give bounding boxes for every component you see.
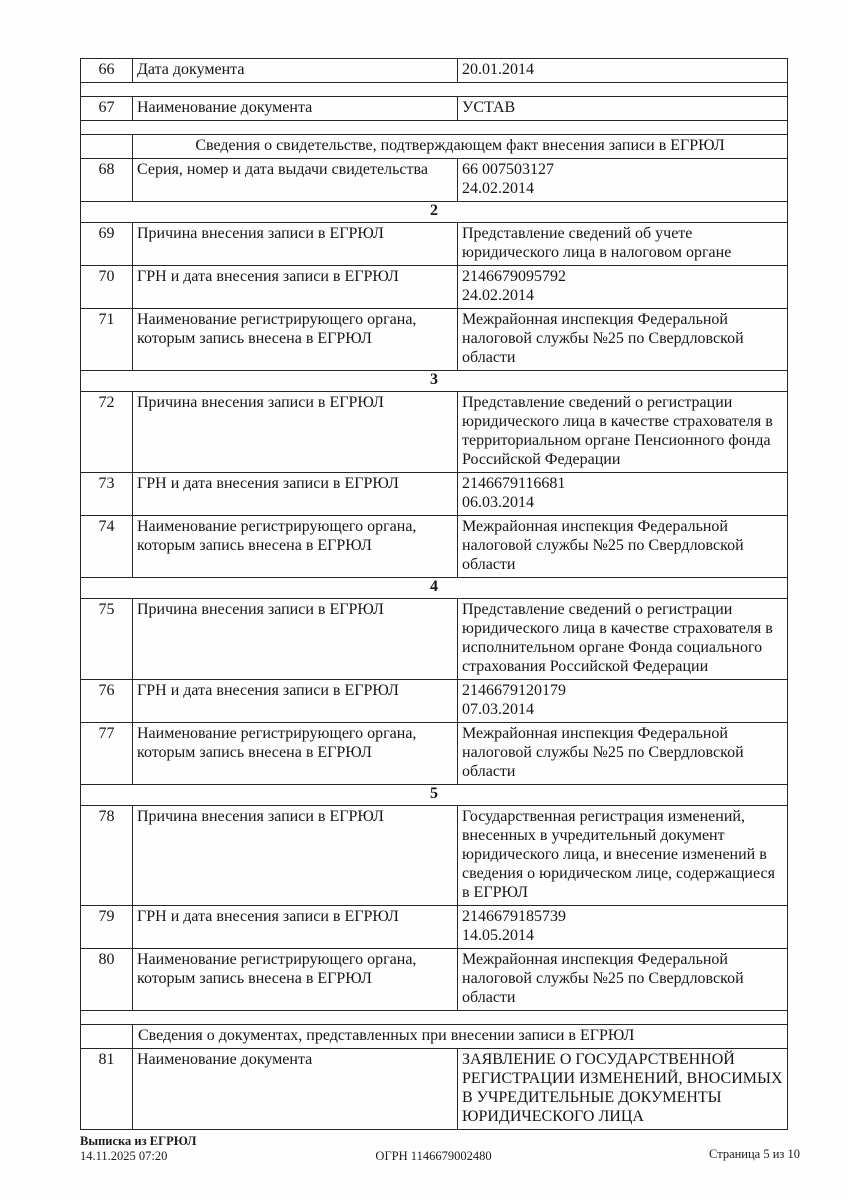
spacer-row — [81, 121, 788, 135]
row-number: 79 — [81, 906, 133, 949]
header-row — [81, 135, 788, 159]
row-value-line: 24.02.2014 — [462, 180, 534, 197]
table-row — [81, 806, 788, 906]
row-value — [458, 949, 788, 1011]
table-row — [81, 473, 788, 516]
row-value-line: 2146679095792 — [462, 268, 566, 285]
section-row — [81, 202, 788, 223]
table-row — [81, 906, 788, 949]
row-value — [458, 806, 788, 906]
row-number: 81 — [81, 1049, 133, 1130]
table-row — [81, 680, 788, 723]
row-value — [458, 906, 788, 949]
row-value — [458, 59, 788, 83]
row-value — [458, 223, 788, 266]
row-label: Причина внесения записи в ЕГРЮЛ — [133, 223, 458, 266]
row-value — [458, 516, 788, 578]
row-value — [458, 159, 788, 202]
row-number-empty — [81, 135, 133, 159]
row-label: ГРН и дата внесения записи в ЕГРЮЛ — [133, 680, 458, 723]
header-row — [81, 1025, 788, 1049]
row-value-line: Представление сведений об учете юридического лица в налоговом органе — [462, 225, 732, 261]
table-row — [81, 392, 788, 473]
row-number: 80 — [81, 949, 133, 1011]
table-row — [81, 309, 788, 371]
section-number: 4 — [81, 578, 788, 599]
row-value-line: Представление сведений о регистрации юридического лица в качестве страхователя в исполнительном органе Фонда социального страхования Российской Федерации — [462, 601, 773, 675]
footer-page-number: Страница 5 из 10 — [709, 1147, 800, 1161]
table-row — [81, 266, 788, 309]
section-header: Сведения о документах, представленных при внесении записи в ЕГРЮЛ — [133, 1025, 788, 1049]
row-number: 71 — [81, 309, 133, 371]
row-number: 72 — [81, 392, 133, 473]
row-value-line: Межрайонная инспекция Федеральной налоговой службы №25 по Свердловской области — [462, 951, 744, 1006]
footer-doc-title: Выписка из ЕГРЮЛ — [80, 1134, 197, 1148]
table-row — [81, 59, 788, 83]
row-number-empty — [81, 1025, 133, 1049]
row-value-line: УСТАВ — [462, 99, 516, 116]
row-label: Причина внесения записи в ЕГРЮЛ — [133, 806, 458, 906]
table-row — [81, 723, 788, 785]
section-number: 2 — [81, 202, 788, 223]
row-label: Причина внесения записи в ЕГРЮЛ — [133, 392, 458, 473]
row-label: Наименование регистрирующего органа, которым запись внесена в ЕГРЮЛ — [133, 516, 458, 578]
doc-table-body — [81, 59, 788, 1130]
row-number: 74 — [81, 516, 133, 578]
row-value — [458, 723, 788, 785]
section-header: Сведения о свидетельстве, подтверждающем факт внесения записи в ЕГРЮЛ — [133, 135, 788, 159]
spacer-row — [81, 1011, 788, 1025]
row-value — [458, 266, 788, 309]
spacer-cell — [81, 1011, 788, 1025]
spacer-row — [81, 83, 788, 97]
row-value — [458, 473, 788, 516]
row-label: ГРН и дата внесения записи в ЕГРЮЛ — [133, 473, 458, 516]
footer-datetime: 14.11.2025 07:20 — [80, 1149, 168, 1163]
row-value-line: 20.01.2014 — [462, 61, 534, 78]
row-value-line: Представление сведений о регистрации юридического лица в качестве страхователя в территориальном органе Пенсионного фонда Российской Федерации — [462, 394, 773, 468]
row-number: 75 — [81, 599, 133, 680]
row-value-line: 06.03.2014 — [462, 494, 534, 511]
row-value-line: 2146679185739 — [462, 908, 566, 925]
row-value — [458, 309, 788, 371]
table-row — [81, 949, 788, 1011]
row-value — [458, 599, 788, 680]
row-number: 73 — [81, 473, 133, 516]
row-value-line: Межрайонная инспекция Федеральной налоговой службы №25 по Свердловской области — [462, 725, 744, 780]
row-number: 69 — [81, 223, 133, 266]
row-value-line: 24.02.2014 — [462, 287, 534, 304]
row-value-line: 14.05.2014 — [462, 927, 534, 944]
row-label: Серия, номер и дата выдачи свидетельства — [133, 159, 458, 202]
row-number: 77 — [81, 723, 133, 785]
table-row — [81, 1049, 788, 1130]
row-value-line: 66 007503127 — [462, 161, 554, 178]
row-label: Наименование документа — [133, 97, 458, 121]
table-row — [81, 159, 788, 202]
table-row — [81, 97, 788, 121]
row-value-line: 2146679116681 — [462, 475, 566, 492]
section-number: 3 — [81, 371, 788, 392]
table-row — [81, 223, 788, 266]
row-value — [458, 1049, 788, 1130]
row-value-line: 2146679120179 — [462, 682, 566, 699]
row-number: 66 — [81, 59, 133, 83]
section-row — [81, 785, 788, 806]
row-value-line: Межрайонная инспекция Федеральной налоговой службы №25 по Свердловской области — [462, 518, 744, 573]
row-label: Наименование регистрирующего органа, которым запись внесена в ЕГРЮЛ — [133, 309, 458, 371]
doc-table — [80, 58, 788, 1130]
row-label: Наименование документа — [133, 1049, 458, 1130]
row-value-line: ЗАЯВЛЕНИЕ О ГОСУДАРСТВЕННОЙ РЕГИСТРАЦИИ ИЗМЕНЕНИЙ, ВНОСИМЫХ В УЧРЕДИТЕЛЬНЫЕ ДОКУМЕНТЫ ЮРИДИЧЕСКОГО ЛИЦА — [462, 1051, 783, 1125]
row-label: Наименование регистрирующего органа, которым запись внесена в ЕГРЮЛ — [133, 723, 458, 785]
spacer-cell — [81, 121, 788, 135]
table-row — [81, 599, 788, 680]
section-row — [81, 371, 788, 392]
section-row — [81, 578, 788, 599]
row-label: Причина внесения записи в ЕГРЮЛ — [133, 599, 458, 680]
row-number: 76 — [81, 680, 133, 723]
row-value-line: Государственная регистрация изменений, внесенных в учредительный документ юридического лица, и внесение изменений в сведения о юридическом лице, содержащиеся в ЕГРЮЛ — [462, 808, 775, 901]
section-number: 5 — [81, 785, 788, 806]
footer-ogrn: ОГРН 1146679002480 — [375, 1149, 492, 1163]
row-label: ГРН и дата внесения записи в ЕГРЮЛ — [133, 906, 458, 949]
row-value — [458, 392, 788, 473]
table-row — [81, 516, 788, 578]
row-value-line: 07.03.2014 — [462, 701, 534, 718]
row-label: Наименование регистрирующего органа, которым запись внесена в ЕГРЮЛ — [133, 949, 458, 1011]
row-label: Дата документа — [133, 59, 458, 83]
spacer-cell — [81, 83, 788, 97]
row-value — [458, 97, 788, 121]
row-number: 78 — [81, 806, 133, 906]
row-number: 67 — [81, 97, 133, 121]
row-value — [458, 680, 788, 723]
row-number: 70 — [81, 266, 133, 309]
row-label: ГРН и дата внесения записи в ЕГРЮЛ — [133, 266, 458, 309]
row-value-line: Межрайонная инспекция Федеральной налоговой службы №25 по Свердловской области — [462, 311, 744, 366]
row-number: 68 — [81, 159, 133, 202]
